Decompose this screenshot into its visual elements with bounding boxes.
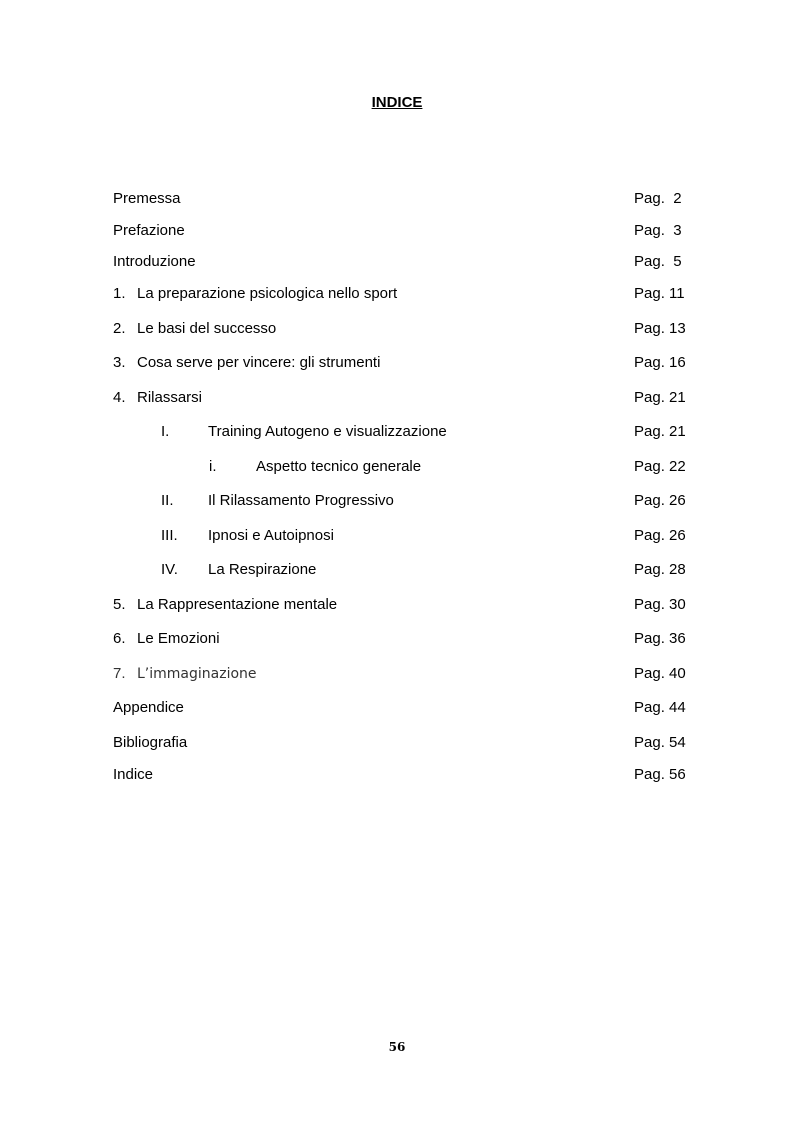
toc-page-ref: Pag. 56 (634, 766, 686, 783)
toc-entry-premessa[interactable] (113, 189, 713, 209)
toc-entry-chapter-3[interactable] (113, 353, 713, 373)
toc-entry-section-4-iv[interactable] (113, 560, 713, 580)
toc-number: 6. (113, 630, 126, 647)
toc-page-ref: Pag. 13 (634, 320, 686, 337)
toc-label: Le Emozioni (137, 630, 220, 647)
toc-page-ref: Pag. 36 (634, 630, 686, 647)
toc-entry-section-4-i[interactable] (113, 422, 713, 442)
toc-page-ref: Pag. 26 (634, 527, 686, 544)
toc-page-ref: Pag. 16 (634, 354, 686, 371)
toc-label: Indice (113, 766, 154, 783)
toc-number: I. (161, 423, 170, 440)
toc-entry-bibliografia[interactable] (113, 733, 713, 753)
toc-entry-indice[interactable] (113, 765, 713, 785)
table-of-contents (113, 0, 713, 900)
toc-page-ref: Pag. 2 (634, 190, 682, 207)
toc-label: Appendice (113, 699, 184, 716)
toc-label: Bibliografia (113, 734, 188, 751)
toc-number: 2. (113, 320, 126, 337)
toc-entry-chapter-2[interactable] (113, 319, 713, 339)
toc-number: IV. (161, 561, 178, 578)
toc-number: 3. (113, 354, 126, 371)
toc-entry-chapter-7[interactable] (113, 664, 713, 684)
toc-entry-prefazione[interactable] (113, 221, 713, 241)
toc-page-ref: Pag. 26 (634, 492, 686, 509)
toc-entry-chapter-6[interactable] (113, 629, 713, 649)
toc-label: Training Autogeno e visualizzazione (208, 423, 447, 440)
toc-page-ref: Pag. 22 (634, 458, 686, 475)
toc-label: La Respirazione (208, 561, 317, 578)
toc-entry-introduzione[interactable] (113, 252, 713, 272)
toc-entry-section-4-iii[interactable] (113, 526, 713, 546)
toc-label: La Rappresentazione mentale (137, 596, 338, 613)
toc-label: Introduzione (113, 253, 196, 270)
toc-number: 4. (113, 389, 126, 406)
toc-page-ref: Pag. 5 (634, 253, 682, 270)
toc-entry-chapter-4[interactable] (113, 388, 713, 408)
page-number: 56 (388, 1040, 406, 1054)
toc-label: Rilassarsi (137, 389, 203, 406)
toc-number: 5. (113, 596, 126, 613)
toc-label: Prefazione (113, 222, 185, 239)
toc-page-ref: Pag. 30 (634, 596, 686, 613)
page-title: INDICE (371, 94, 423, 111)
toc-label: La preparazione psicologica nello sport (137, 285, 398, 302)
toc-number: 1. (113, 285, 126, 302)
toc-page-ref: Pag. 21 (634, 423, 686, 440)
toc-number: i. (209, 458, 217, 475)
toc-label: Ipnosi e Autoipnosi (208, 527, 334, 544)
toc-page-ref: Pag. 3 (634, 222, 682, 239)
toc-entry-section-4-ii[interactable] (113, 491, 713, 511)
toc-entry-subsection-4-i-i[interactable] (113, 457, 713, 477)
toc-page-ref: Pag. 21 (634, 389, 686, 406)
toc-label: Premessa (113, 190, 181, 207)
toc-page-ref: Pag. 54 (634, 734, 686, 751)
toc-entry-appendice[interactable] (113, 698, 713, 718)
toc-page-ref: Pag. 11 (634, 285, 685, 302)
toc-number: II. (161, 492, 174, 509)
toc-number: 7. (113, 665, 126, 682)
toc-page-ref: Pag. 40 (634, 665, 686, 682)
toc-page-ref: Pag. 44 (634, 699, 686, 716)
toc-entry-chapter-5[interactable] (113, 595, 713, 615)
toc-label: Le basi del successo (137, 320, 277, 337)
toc-label: Il Rilassamento Progressivo (208, 492, 394, 509)
toc-label: L’immaginazione (137, 666, 257, 682)
toc-label: Cosa serve per vincere: gli strumenti (137, 354, 381, 371)
toc-page-ref: Pag. 28 (634, 561, 686, 578)
toc-label: Aspetto tecnico generale (256, 458, 422, 475)
toc-number: III. (161, 527, 178, 544)
toc-entry-chapter-1[interactable] (113, 284, 713, 304)
